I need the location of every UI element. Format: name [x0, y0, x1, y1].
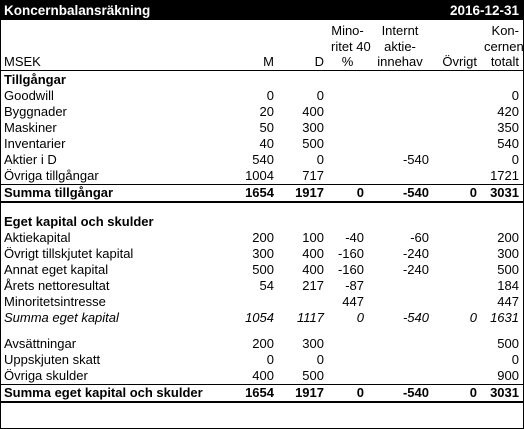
cell-total: 350 [497, 119, 519, 135]
cell-other [433, 246, 481, 262]
cell-total: 500 [497, 261, 519, 277]
table-row [1, 88, 523, 104]
spacer-row [1, 326, 523, 336]
cell-minority [328, 152, 368, 168]
table-row [1, 278, 523, 294]
cell-internal: -540 [368, 384, 433, 402]
row-label: Inventarier [4, 135, 66, 151]
cell-minority: 447 [342, 293, 364, 309]
header-total [481, 20, 523, 70]
cell-minority [328, 352, 368, 368]
cell-m: 0 [266, 87, 274, 103]
cell-internal [368, 336, 433, 352]
header-minority [328, 20, 371, 70]
cell-other [433, 352, 481, 368]
cell-other [433, 152, 481, 168]
cell-other [433, 336, 481, 352]
cell-internal: -540 [368, 184, 433, 202]
table-row [1, 168, 523, 185]
cell-internal [368, 294, 433, 310]
cell-internal: -540 [402, 309, 429, 325]
cell-internal [368, 88, 433, 104]
header-internal [368, 20, 433, 70]
cell-other [433, 168, 481, 185]
cell-d: 500 [302, 367, 324, 383]
header-minority-line1: Mino- [331, 23, 364, 38]
row-label: Annat eget kapital [4, 261, 109, 277]
row-label: Aktier i D [4, 151, 57, 167]
row-label: Goodwill [4, 87, 54, 103]
table-row [1, 294, 523, 310]
cell-minority: -87 [345, 277, 364, 293]
cell-m: 1054 [245, 309, 274, 325]
cell-minority: 0 [356, 309, 364, 325]
cell-minority [328, 168, 368, 185]
cell-minority [328, 88, 368, 104]
cell-minority: 0 [328, 184, 368, 202]
table-row [1, 152, 523, 168]
row-label: Minoritetsintresse [4, 293, 106, 309]
cell-internal [368, 120, 433, 136]
header-internal-line2: aktie- [384, 38, 416, 54]
cell-d: 300 [302, 335, 324, 351]
spacer-row [1, 202, 523, 213]
header-internal-line1: Internt [381, 23, 419, 38]
row-label: Maskiner [4, 119, 57, 135]
cell-internal [368, 168, 433, 185]
cell-m: 20 [259, 103, 274, 119]
header-m: M [263, 54, 274, 69]
cell-other: 0 [433, 384, 481, 402]
cell-minority: -40 [345, 229, 364, 245]
cell-d: 0 [316, 151, 324, 167]
table-row [1, 262, 523, 278]
row-label: Summa eget kapital och skulder [1, 384, 233, 402]
header-total-line2: cernen [484, 38, 524, 54]
section-assets [1, 71, 523, 88]
table-row [1, 136, 523, 152]
equity-sum-row [1, 310, 523, 326]
cell-total: 0 [511, 151, 519, 167]
header-minority-line3: % [341, 54, 354, 69]
cell-other [433, 230, 481, 246]
cell-minority: -160 [337, 245, 364, 261]
header-minority-line2: ritet 40 [331, 38, 371, 54]
cell-other: 0 [469, 309, 477, 325]
cell-internal: -240 [402, 245, 429, 261]
cell-total: 0 [511, 87, 519, 103]
cell-d: 300 [302, 119, 324, 135]
row-label: Årets nettoresultat [4, 277, 110, 293]
cell-d: 100 [302, 229, 324, 245]
table-row [1, 352, 523, 368]
title-bar [1, 1, 523, 20]
cell-d: 1917 [278, 184, 328, 202]
section-heading: Tillgångar [4, 71, 66, 87]
table-row [1, 104, 523, 120]
cell-m [233, 294, 278, 310]
cell-minority [328, 120, 368, 136]
cell-other [433, 120, 481, 136]
cell-total: 500 [497, 335, 519, 351]
row-label: Aktiekapital [4, 229, 71, 245]
row-label: Övriga skulder [4, 367, 88, 383]
cell-internal [368, 368, 433, 385]
cell-d: 400 [302, 103, 324, 119]
cell-total: 420 [497, 103, 519, 119]
header-msek: MSEK [4, 54, 41, 69]
cell-other [433, 136, 481, 152]
total-equity-liabilities-row [1, 384, 523, 402]
header-total-line1: Kon- [491, 23, 519, 38]
row-label: Uppskjuten skatt [4, 351, 101, 367]
cell-internal: -60 [410, 229, 429, 245]
cell-total: 1721 [490, 167, 519, 183]
balance-table [1, 20, 523, 403]
cell-minority [328, 336, 368, 352]
row-label: Övrigt tillskjutet kapital [4, 245, 134, 261]
column-header-row [1, 20, 523, 70]
cell-minority: -160 [337, 261, 364, 277]
cell-d: 217 [302, 277, 324, 293]
cell-m: 200 [252, 335, 274, 351]
cell-total: 184 [497, 277, 519, 293]
cell-minority: 0 [328, 384, 368, 402]
cell-m: 50 [259, 119, 274, 135]
table-row [1, 336, 523, 352]
cell-other [433, 262, 481, 278]
cell-d: 1117 [297, 309, 324, 325]
cell-m: 1004 [245, 167, 274, 183]
table-row [1, 120, 523, 136]
cell-other [433, 104, 481, 120]
cell-total: 3031 [481, 384, 523, 402]
total-assets-row [1, 184, 523, 202]
cell-other [433, 294, 481, 310]
row-label: Summa tillgångar [1, 184, 233, 202]
cell-m: 200 [252, 229, 274, 245]
table-row [1, 230, 523, 246]
sheet-date: 2016-12-31 [449, 3, 519, 18]
cell-d: 500 [302, 135, 324, 151]
cell-internal: -540 [402, 151, 429, 167]
cell-internal [368, 136, 433, 152]
cell-total: 300 [497, 245, 519, 261]
section-equity-liabilities [1, 213, 523, 230]
cell-internal: -240 [402, 261, 429, 277]
cell-d: 400 [302, 261, 324, 277]
cell-m: 0 [266, 351, 274, 367]
row-label: Summa eget kapital [4, 309, 119, 325]
cell-other [433, 88, 481, 104]
cell-d [278, 294, 328, 310]
cell-other [433, 368, 481, 385]
cell-d: 0 [316, 87, 324, 103]
row-label: Avsättningar [4, 335, 77, 351]
cell-minority [328, 136, 368, 152]
cell-m: 300 [252, 245, 274, 261]
cell-other [433, 278, 481, 294]
cell-total: 3031 [481, 184, 523, 202]
cell-internal [368, 352, 433, 368]
cell-internal [368, 278, 433, 294]
header-other: Övrigt [442, 54, 477, 69]
cell-m: 500 [252, 261, 274, 277]
header-total-line3: totalt [490, 54, 519, 69]
cell-other: 0 [433, 184, 481, 202]
cell-m: 1654 [233, 384, 278, 402]
cell-internal [368, 104, 433, 120]
table-row [1, 368, 523, 385]
cell-d: 717 [302, 167, 324, 183]
header-d: D [314, 54, 324, 69]
cell-m: 400 [252, 367, 274, 383]
cell-total: 0 [511, 351, 519, 367]
table-row [1, 246, 523, 262]
cell-d: 400 [302, 245, 324, 261]
cell-total: 1631 [490, 309, 519, 325]
cell-d: 0 [316, 351, 324, 367]
cell-minority [328, 104, 368, 120]
cell-d: 1917 [278, 384, 328, 402]
cell-total: 540 [497, 135, 519, 151]
cell-m: 1654 [233, 184, 278, 202]
cell-m: 40 [259, 135, 274, 151]
cell-minority [328, 368, 368, 385]
cell-total: 447 [497, 293, 519, 309]
header-internal-line3: innehav [377, 54, 423, 69]
cell-m: 540 [252, 151, 274, 167]
row-label: Övriga tillgångar [4, 167, 99, 183]
cell-total: 200 [497, 229, 519, 245]
row-label: Byggnader [4, 103, 67, 119]
sheet-title: Koncernbalansräkning [4, 3, 151, 18]
cell-total: 900 [497, 367, 519, 383]
section-heading: Eget kapital och skulder [4, 213, 154, 229]
cell-m: 54 [259, 277, 274, 293]
